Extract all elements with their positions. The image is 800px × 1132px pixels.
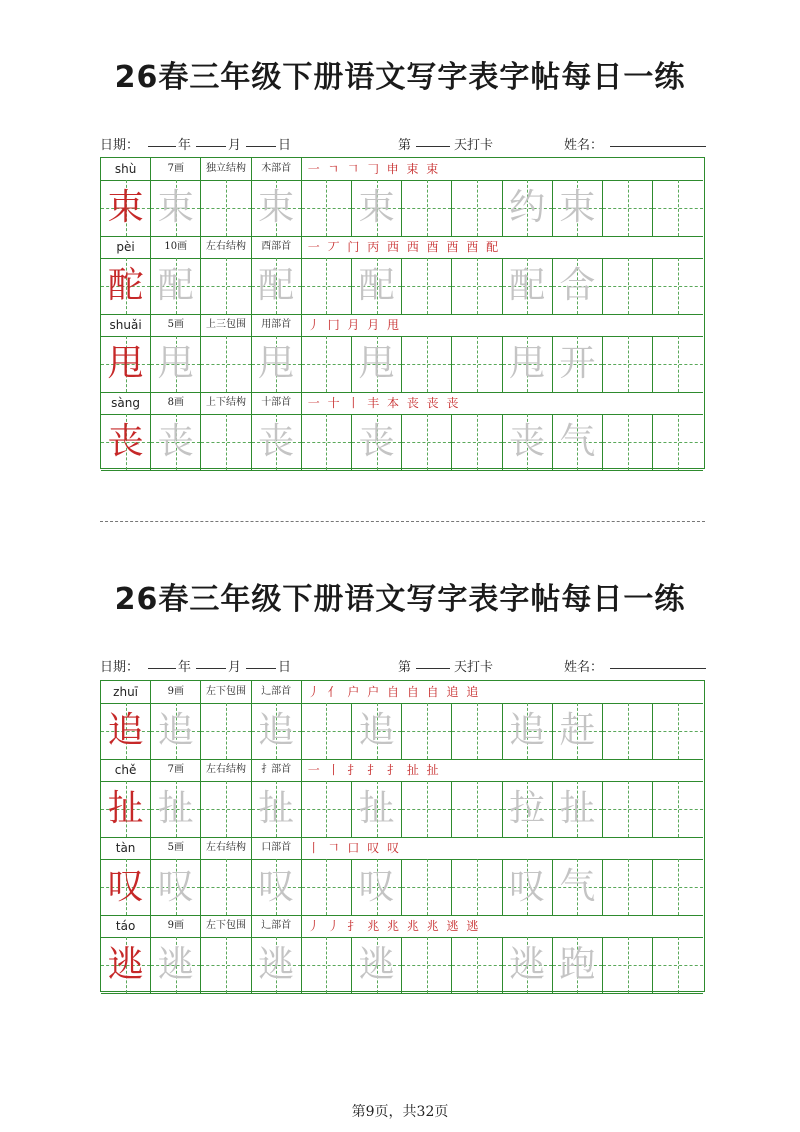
practice-box[interactable]	[553, 781, 603, 837]
trace-character: 约	[509, 187, 546, 228]
practice-box[interactable]	[553, 414, 603, 470]
character-row	[101, 236, 703, 314]
practice-box[interactable]	[452, 781, 502, 837]
practice-box[interactable]	[252, 703, 302, 759]
practice-box[interactable]	[603, 258, 653, 314]
pinyin-label: shù	[101, 158, 151, 180]
practice-box[interactable]	[302, 258, 352, 314]
pinyin-label: sàng	[101, 392, 151, 414]
practice-box[interactable]	[553, 180, 603, 236]
year-blank[interactable]	[148, 656, 176, 669]
practice-box[interactable]	[151, 781, 201, 837]
trace-character: 扯	[258, 788, 295, 829]
practice-box[interactable]	[151, 258, 201, 314]
practice-box[interactable]	[653, 414, 703, 470]
practice-box[interactable]	[503, 703, 553, 759]
practice-box[interactable]	[603, 414, 653, 470]
trace-character: 配	[358, 265, 395, 306]
writing-boxes-row	[101, 781, 703, 838]
model-character-box	[101, 180, 151, 236]
trace-character: 逃	[157, 944, 194, 985]
practice-box[interactable]	[503, 937, 553, 993]
practice-box[interactable]	[452, 703, 502, 759]
pinyin-label: zhuī	[101, 681, 151, 703]
trace-character: 追	[358, 710, 395, 751]
character-info-row	[101, 915, 703, 938]
practice-box[interactable]	[503, 414, 553, 470]
practice-box[interactable]	[151, 414, 201, 470]
stroke-order: 丿 冂 月 月 甩	[307, 318, 402, 332]
stroke-order: 丨 𠃍 口 叹 叹	[307, 841, 402, 855]
trace-character: 丧	[358, 421, 395, 462]
year-label: 年	[178, 660, 192, 675]
practice-box[interactable]	[201, 336, 251, 392]
practice-box[interactable]	[151, 703, 201, 759]
practice-box[interactable]	[503, 336, 553, 392]
model-character-box	[101, 703, 151, 759]
writing-boxes-row	[101, 859, 703, 916]
writing-boxes-row	[101, 336, 703, 393]
month-label: 月	[228, 660, 242, 675]
practice-box[interactable]	[653, 336, 703, 392]
practice-box[interactable]	[252, 414, 302, 470]
character-info-row	[101, 837, 703, 860]
radical-label: 酉部首	[252, 236, 302, 258]
trace-character: 逃	[258, 944, 295, 985]
trace-character: 丧	[258, 421, 295, 462]
practice-box[interactable]	[252, 937, 302, 993]
radical-label: 辶部首	[252, 681, 302, 703]
stroke-count: 5画	[151, 314, 201, 336]
structure-label: 左右结构	[201, 236, 251, 258]
model-character-box	[101, 414, 151, 470]
date-label: 日期：	[100, 660, 140, 675]
trace-character: 束	[157, 187, 194, 228]
practice-box[interactable]	[653, 703, 703, 759]
trace-character: 丧	[157, 421, 194, 462]
practice-box[interactable]	[252, 258, 302, 314]
trace-character: 束	[258, 187, 295, 228]
practice-box[interactable]	[252, 781, 302, 837]
trace-character: 配	[258, 265, 295, 306]
trace-character: 甩	[157, 343, 194, 384]
practice-box[interactable]	[302, 336, 352, 392]
radical-label: 十部首	[252, 392, 302, 414]
trace-character: 追	[258, 710, 295, 751]
radical-label: 扌部首	[252, 759, 302, 781]
model-character: 逃	[107, 944, 144, 985]
trace-character: 跑	[559, 944, 596, 985]
year-label: 年	[178, 138, 192, 153]
radical-label: 口部首	[252, 837, 302, 859]
practice-box[interactable]	[603, 859, 653, 915]
stroke-order: 丿 亻 户 户 自 自 自 追 追	[307, 685, 481, 699]
practice-box[interactable]	[201, 180, 251, 236]
date-label: 日期：	[100, 138, 140, 153]
trace-character: 叹	[258, 866, 295, 907]
practice-box[interactable]	[151, 937, 201, 993]
name-blank[interactable]	[610, 134, 706, 147]
model-character-box	[101, 781, 151, 837]
practice-box[interactable]	[603, 703, 653, 759]
pinyin-label: pèi	[101, 236, 151, 258]
character-info-row	[101, 759, 703, 782]
trace-character: 追	[509, 710, 546, 751]
day-blank[interactable]	[246, 656, 276, 669]
practice-box[interactable]	[503, 859, 553, 915]
practice-box[interactable]	[553, 258, 603, 314]
stroke-order: 一 ㄱ 𠃍 𠃌 申 束 束	[307, 162, 441, 176]
name-label: 姓名：	[564, 138, 604, 153]
character-row	[101, 915, 703, 993]
year-blank[interactable]	[148, 134, 176, 147]
practice-box[interactable]	[252, 859, 302, 915]
practice-box[interactable]	[603, 180, 653, 236]
trace-character: 甩	[258, 343, 295, 384]
practice-box[interactable]	[452, 258, 502, 314]
practice-box[interactable]	[352, 414, 402, 470]
trace-character: 追	[157, 710, 194, 751]
model-character-box	[101, 258, 151, 314]
trace-character: 扯	[157, 788, 194, 829]
stroke-count: 7画	[151, 158, 201, 180]
structure-label: 左右结构	[201, 837, 251, 859]
trace-character: 甩	[509, 343, 546, 384]
model-character-box	[101, 937, 151, 993]
trace-character: 丧	[509, 421, 546, 462]
structure-label: 左下包围	[201, 915, 251, 937]
practice-box[interactable]	[201, 781, 251, 837]
practice-box[interactable]	[151, 336, 201, 392]
character-info-row	[101, 158, 703, 181]
practice-box[interactable]	[402, 781, 452, 837]
model-character: 叹	[107, 866, 144, 907]
worksheet-title: 26春三年级下册语文写字表字帖每日一练	[114, 582, 686, 617]
practice-box[interactable]	[653, 258, 703, 314]
practice-box[interactable]	[252, 180, 302, 236]
character-row	[101, 681, 703, 759]
header-info	[100, 656, 710, 676]
trace-character: 拉	[509, 788, 546, 829]
practice-box[interactable]	[201, 703, 251, 759]
practice-box[interactable]	[653, 937, 703, 993]
model-character: 束	[107, 187, 144, 228]
model-character: 甩	[107, 343, 144, 384]
practice-box[interactable]	[302, 180, 352, 236]
practice-box[interactable]	[302, 937, 352, 993]
practice-box[interactable]	[603, 336, 653, 392]
practice-box[interactable]	[151, 180, 201, 236]
practice-box[interactable]	[603, 937, 653, 993]
stroke-order: 一 丆 门 丙 西 西 酉 酉 酉 配	[307, 240, 501, 254]
practice-box[interactable]	[553, 703, 603, 759]
section-divider	[100, 521, 705, 522]
practice-box[interactable]	[352, 336, 402, 392]
worksheet-title: 26春三年级下册语文写字表字帖每日一练	[114, 60, 686, 95]
practice-box[interactable]	[352, 258, 402, 314]
name-label: 姓名：	[564, 660, 604, 675]
practice-box[interactable]	[201, 937, 251, 993]
writing-boxes-row	[101, 937, 703, 994]
structure-label: 上下结构	[201, 392, 251, 414]
practice-box[interactable]	[302, 703, 352, 759]
pinyin-label: tàn	[101, 837, 151, 859]
practice-box[interactable]	[553, 336, 603, 392]
day-label: 日	[278, 138, 292, 153]
practice-box[interactable]	[402, 703, 452, 759]
character-row	[101, 314, 703, 392]
character-row	[101, 759, 703, 837]
character-row	[101, 158, 703, 236]
stroke-count: 8画	[151, 392, 201, 414]
character-info-row	[101, 681, 703, 704]
writing-boxes-row	[101, 414, 703, 471]
stroke-count: 9画	[151, 915, 201, 937]
practice-box[interactable]	[452, 336, 502, 392]
header-info	[100, 134, 710, 154]
radical-label: 木部首	[252, 158, 302, 180]
trace-character: 配	[157, 265, 194, 306]
trace-character: 逃	[358, 944, 395, 985]
trace-character: 叹	[509, 866, 546, 907]
practice-box[interactable]	[553, 937, 603, 993]
practice-grid	[100, 680, 705, 992]
model-character: 追	[107, 710, 144, 751]
practice-box[interactable]	[352, 937, 402, 993]
name-blank[interactable]	[610, 656, 706, 669]
day-label: 日	[278, 660, 292, 675]
practice-box[interactable]	[653, 781, 703, 837]
practice-box[interactable]	[452, 937, 502, 993]
checkin-blank[interactable]	[416, 656, 450, 669]
writing-boxes-row	[101, 703, 703, 760]
practice-box[interactable]	[452, 180, 502, 236]
trace-character: 气	[559, 421, 596, 462]
pinyin-label: chě	[101, 759, 151, 781]
practice-box[interactable]	[603, 781, 653, 837]
stroke-order: 一 十 丨 丰 本 丧 丧 丧	[307, 396, 461, 410]
stroke-count: 7画	[151, 759, 201, 781]
trace-character: 赶	[559, 710, 596, 751]
stroke-order: 丿 丿 扌 兆 兆 兆 兆 逃 逃	[307, 919, 481, 933]
practice-box[interactable]	[201, 258, 251, 314]
checkin-prefix: 第	[398, 660, 412, 675]
trace-character: 甩	[358, 343, 395, 384]
radical-label: 用部首	[252, 314, 302, 336]
practice-box[interactable]	[503, 258, 553, 314]
practice-box[interactable]	[201, 859, 251, 915]
practice-box[interactable]	[402, 937, 452, 993]
month-blank[interactable]	[196, 134, 226, 147]
practice-box[interactable]	[352, 781, 402, 837]
practice-box[interactable]	[503, 781, 553, 837]
character-info-row	[101, 392, 703, 415]
structure-label: 上三包围	[201, 314, 251, 336]
character-info-row	[101, 236, 703, 259]
writing-boxes-row	[101, 258, 703, 315]
practice-box[interactable]	[302, 414, 352, 470]
stroke-order: 一 丨 扌 扌 扌 扯 扯	[307, 763, 441, 777]
structure-label: 独立结构	[201, 158, 251, 180]
practice-box[interactable]	[402, 180, 452, 236]
practice-box[interactable]	[402, 258, 452, 314]
practice-grid	[100, 157, 705, 469]
model-character: 丧	[107, 421, 144, 462]
character-row	[101, 392, 703, 470]
trace-character: 扯	[358, 788, 395, 829]
practice-box[interactable]	[653, 859, 703, 915]
character-row	[101, 837, 703, 915]
checkin-prefix: 第	[398, 138, 412, 153]
trace-character: 叹	[157, 866, 194, 907]
practice-box[interactable]	[503, 180, 553, 236]
practice-box[interactable]	[252, 336, 302, 392]
practice-box[interactable]	[201, 414, 251, 470]
model-character-box	[101, 336, 151, 392]
practice-box[interactable]	[452, 414, 502, 470]
checkin-suffix: 天打卡	[454, 138, 494, 153]
month-label: 月	[228, 138, 242, 153]
trace-character: 配	[509, 265, 546, 306]
pinyin-label: táo	[101, 915, 151, 937]
stroke-count: 10画	[151, 236, 201, 258]
stroke-count: 5画	[151, 837, 201, 859]
checkin-suffix: 天打卡	[454, 660, 494, 675]
model-character: 扯	[107, 788, 144, 829]
practice-box[interactable]	[402, 859, 452, 915]
stroke-count: 9画	[151, 681, 201, 703]
trace-character: 束	[358, 187, 395, 228]
practice-box[interactable]	[402, 336, 452, 392]
trace-character: 逃	[509, 944, 546, 985]
writing-boxes-row	[101, 180, 703, 237]
practice-box[interactable]	[402, 414, 452, 470]
practice-box[interactable]	[151, 859, 201, 915]
trace-character: 束	[559, 187, 596, 228]
practice-box[interactable]	[553, 859, 603, 915]
practice-box[interactable]	[352, 180, 402, 236]
practice-box[interactable]	[352, 859, 402, 915]
model-character: 酡	[107, 265, 144, 306]
trace-character: 叹	[358, 866, 395, 907]
page-footer: 第9页，共32页	[351, 1104, 449, 1120]
practice-box[interactable]	[452, 859, 502, 915]
trace-character: 气	[559, 866, 596, 907]
practice-box[interactable]	[352, 703, 402, 759]
trace-character: 扯	[559, 788, 596, 829]
practice-box[interactable]	[653, 180, 703, 236]
day-blank[interactable]	[246, 134, 276, 147]
checkin-blank[interactable]	[416, 134, 450, 147]
character-info-row	[101, 314, 703, 337]
structure-label: 左右结构	[201, 759, 251, 781]
pinyin-label: shuǎi	[101, 314, 151, 336]
model-character-box	[101, 859, 151, 915]
radical-label: 辶部首	[252, 915, 302, 937]
practice-box[interactable]	[302, 781, 352, 837]
trace-character: 开	[559, 343, 596, 384]
practice-box[interactable]	[302, 859, 352, 915]
structure-label: 左下包围	[201, 681, 251, 703]
month-blank[interactable]	[196, 656, 226, 669]
trace-character: 合	[559, 265, 596, 306]
